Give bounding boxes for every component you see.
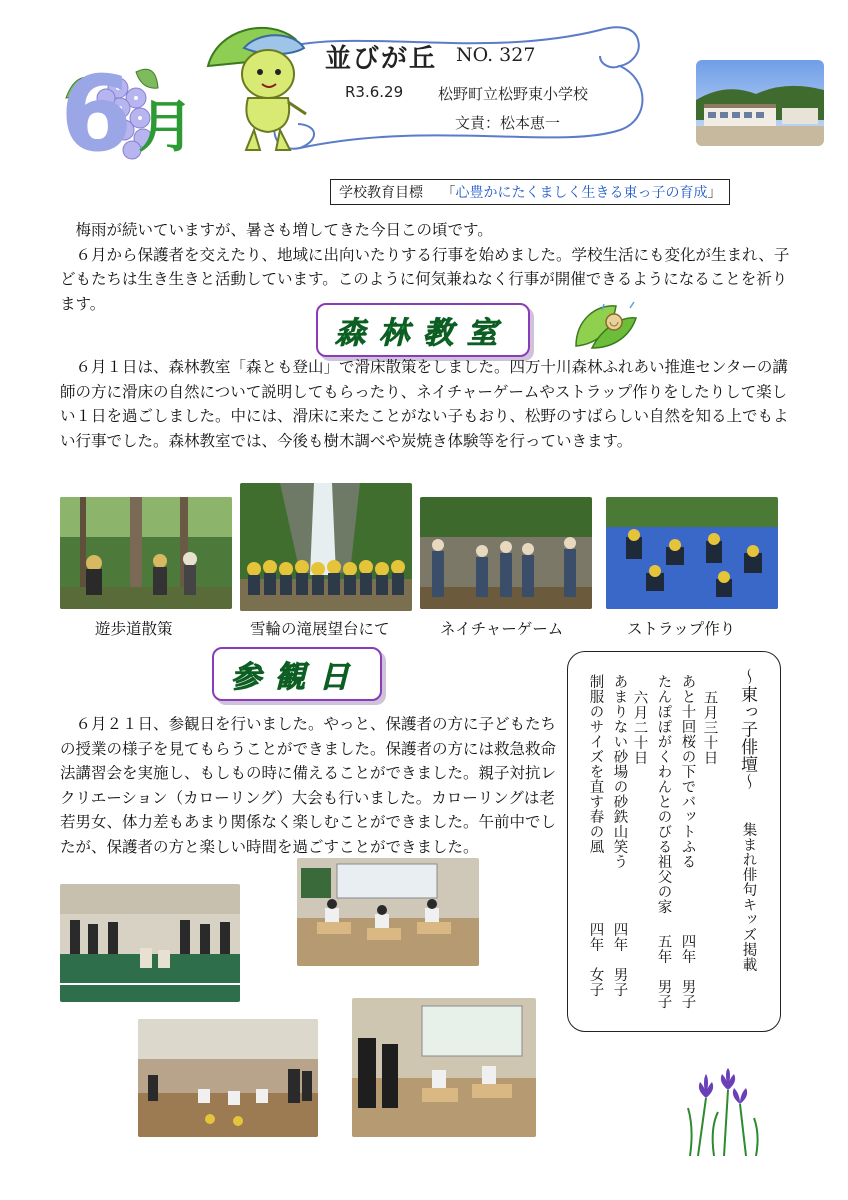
forest-class-heading	[316, 303, 530, 357]
school-building-photo	[696, 60, 824, 146]
month-kanji: 月	[138, 95, 194, 160]
goal-close-quote: 」	[707, 185, 722, 201]
haiku-author-3: 四年 男子	[611, 922, 628, 997]
leaf-snail-icon	[572, 300, 640, 352]
haiku-subtitle: 集まれ俳句キッズ掲載	[740, 822, 757, 972]
visit-day-heading	[212, 647, 382, 701]
haiku-date-1: 五月三十日	[701, 690, 718, 765]
forest-photo-trail	[60, 497, 232, 609]
visit-photo-classroom-2	[352, 998, 536, 1137]
goal-open-quote: 「	[441, 185, 456, 201]
intro-paragraph: 梅雨が続いていますが、暑さも増してきた今日この頃です。 ６月から保護者を交えたり、地域に出向いたりする行事を始めました。学校生活にも変化が生まれ、子どもたちは生き生きと活動しています。このように何気兼ねなく行事が開催できるようになることを祈ります。	[60, 221, 790, 313]
haiku-author-1: 四年 男子	[679, 934, 696, 1009]
visit-heading-text: 参観日	[231, 660, 363, 695]
visit-photo-carolling	[60, 884, 240, 1002]
school-goal	[330, 179, 730, 205]
forest-heading-text: 森林教室	[335, 316, 511, 351]
goal-label: 学校教育目標	[339, 185, 423, 201]
forest-paragraph: ６月１日は、森林教室「森とも登山」で滑床散策をしました。四万十川森林ふれあい推進センターの講師の方に滑床の自然について説明してもらったり、ネイチャーゲームやストラップ作りをしたりして楽しい１日を過ごしました。中には、滑床に来たことがない子もおり、松野のすばらしい自然を知る上でもよい行事でした。森林教室では、今後も樹木調べや炭焼き体験等を行っていきます。	[60, 358, 789, 450]
haiku-line-3: あまりない砂場の砂鉄山笑う	[611, 674, 628, 869]
visit-photo-gym	[138, 1019, 318, 1137]
caption-trail: 遊歩道散策	[95, 620, 173, 638]
issue-number: NO. 327	[456, 44, 536, 66]
caption-strap: ストラップ作り	[627, 620, 736, 638]
caption-nature-game: ネイチャーゲーム	[440, 620, 564, 638]
editor-credit: 文責：松本恵一	[455, 114, 561, 132]
goal-text: 心豊かにたくましく生きる東っ子の育成	[455, 185, 708, 201]
iris-flower-icon	[684, 1068, 766, 1156]
haiku-title: ～東っ子俳壇～	[737, 668, 757, 791]
haiku-author-2: 五年 男子	[655, 934, 672, 1009]
haiku-line-2: たんぽぽがくわんとのびる祖父の家	[655, 674, 672, 914]
forest-photo-waterfall	[240, 483, 412, 611]
haiku-author-4: 四年 女子	[587, 922, 604, 997]
caption-waterfall: 雪輪の滝展望台にて	[250, 620, 390, 638]
issue-date: R3.6.29	[345, 83, 404, 101]
forest-photo-strap	[606, 497, 778, 609]
haiku-date-2: 六月二十日	[631, 690, 648, 765]
visit-photo-classroom-1	[297, 858, 479, 966]
forest-photo-nature-game	[420, 497, 592, 609]
newsletter-title: 並びが丘	[325, 44, 438, 74]
month-number: 6	[60, 53, 133, 175]
haiku-line-4: 制服のサイズを直す春の風	[587, 674, 604, 854]
school-name: 松野町立松野東小学校	[438, 85, 589, 103]
haiku-line-1: あと十回桜の下でバットふる	[679, 674, 696, 869]
haiku-column-box	[567, 651, 781, 1032]
mascot-icon	[198, 18, 316, 160]
visit-paragraph: ６月２１日、参観日を行いました。やっと、保護者の方に子どもたちの授業の様子を見てもらうことができました。保護者の方には救急救命法講習会を実施し、もしもの時に備えることができました。親子対抗レクリエーション（カローリング）大会も行いました。カローリングは老若男女、体力差もあまり関係なく楽しむことができました。午前中でしたが、保護者の方と楽しい時間を過ごすことができました。	[60, 715, 557, 856]
